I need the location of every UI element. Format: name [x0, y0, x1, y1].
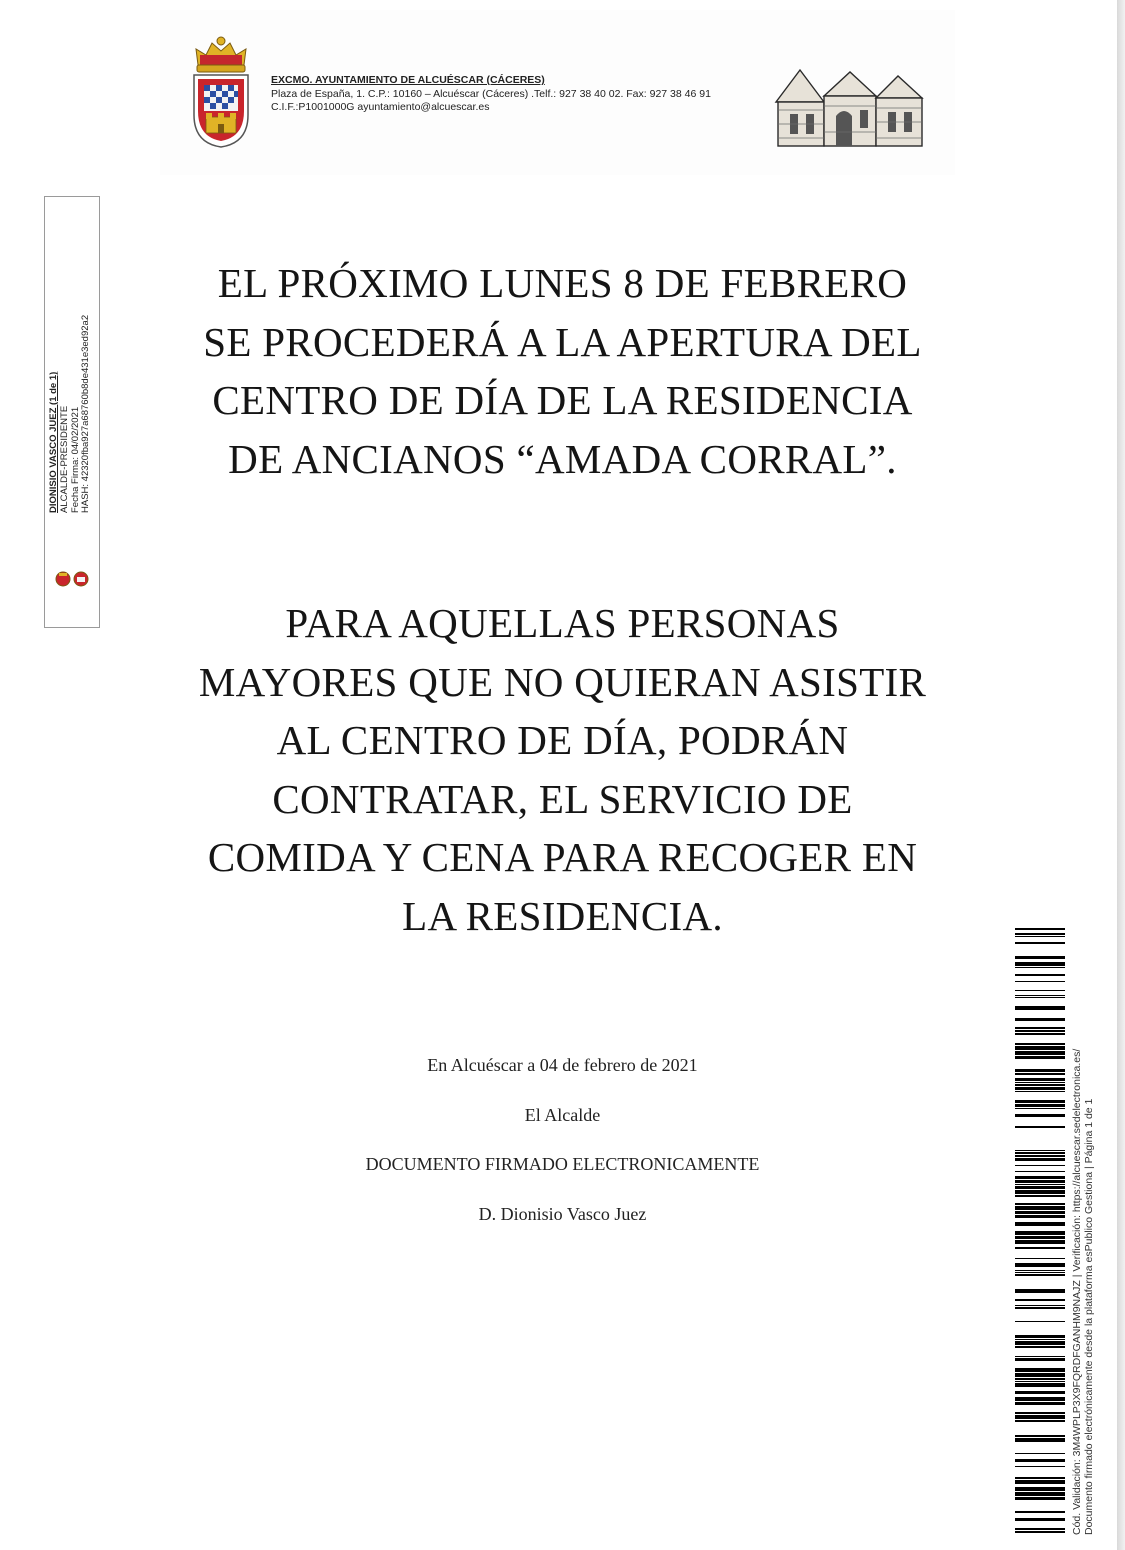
- barcode-bar: [1015, 1420, 1065, 1422]
- barcode-bar: [1015, 1195, 1065, 1197]
- notice-line: CONTRATAR, EL SERVICIO DE: [272, 775, 853, 822]
- letterhead-text: [271, 74, 771, 115]
- barcode-bar: [1015, 995, 1065, 996]
- barcode-bar: [1015, 1073, 1065, 1075]
- notice-line: CENTRO DE DÍA DE LA RESIDENCIA: [212, 377, 913, 424]
- barcode-bar: [1015, 1438, 1065, 1442]
- barcode-bar: [1015, 1091, 1065, 1092]
- barcode-bar: [1015, 1206, 1065, 1210]
- barcode-bar: [1015, 1263, 1065, 1267]
- barcode-bar: [1015, 1043, 1065, 1045]
- barcode-bar: [1015, 997, 1065, 998]
- barcode-bar: [1015, 1466, 1065, 1467]
- barcode-bar: [1015, 1126, 1065, 1128]
- barcode-bar: [1015, 1274, 1065, 1276]
- barcode-bar: [1015, 942, 1065, 944]
- barcode-bar: [1015, 1415, 1065, 1419]
- barcode-bar: [1015, 1272, 1065, 1273]
- barcode-bar: [1015, 1165, 1065, 1166]
- barcode-bar: [1015, 1358, 1065, 1361]
- barcode-bar: [1015, 1018, 1065, 1021]
- barcode-bar: [1015, 1289, 1065, 1293]
- validation-barcode: [1015, 928, 1065, 1533]
- notice-line: SE PROCEDERÁ A LA APERTURA DEL: [203, 318, 922, 365]
- barcode-bar: [1015, 1027, 1065, 1029]
- barcode-bar: [1015, 928, 1065, 930]
- barcode-bar: [1015, 1082, 1065, 1083]
- notice-line: AL CENTRO DE DÍA, PODRÁN: [276, 717, 849, 764]
- barcode-bar: [1015, 1190, 1065, 1194]
- barcode-bar: [1015, 1033, 1065, 1035]
- barcode-bar: [1015, 1335, 1065, 1338]
- barcode-bar: [1015, 1368, 1065, 1372]
- barcode-bar: [1015, 1487, 1065, 1491]
- barcode-bar: [1015, 1346, 1065, 1348]
- barcode-bar: [1015, 1378, 1065, 1380]
- barcode-bar: [1015, 1435, 1065, 1437]
- barcode-bar: [1015, 1152, 1065, 1154]
- barcode-bar: [1015, 1051, 1065, 1055]
- notice-line: EL PRÓXIMO LUNES 8 DE FEBRERO: [217, 260, 908, 306]
- barcode-bar: [1015, 1211, 1065, 1214]
- notice-paragraph-2: [160, 594, 965, 946]
- stamp-crest-icon: [53, 569, 91, 589]
- barcode-bar: [1015, 1480, 1065, 1484]
- signature-hash: HASH: 42320fba927a68760b8de431e3ed92a2: [80, 314, 92, 513]
- barcode-bar: [1015, 1459, 1065, 1462]
- signer-role: ALCALDE-PRESIDENTE: [58, 405, 70, 513]
- verification-platform: Documento firmado electrónicamente desde la plataforma esPublico Gestiona | Página 1 de 1: [1083, 1098, 1095, 1535]
- barcode-bar: [1015, 1247, 1065, 1249]
- signed-note: DOCUMENTO FIRMADO ELECTRONICAMENTE: [365, 1154, 760, 1174]
- barcode-bar: [1015, 1321, 1065, 1322]
- signature-stamp: [44, 196, 100, 628]
- notice-line: MAYORES QUE NO QUIERAN ASISTIR: [198, 658, 927, 705]
- barcode-bar: [1015, 1158, 1065, 1161]
- barcode-bar: [1015, 1176, 1065, 1179]
- barcode-bar: [1015, 1236, 1065, 1239]
- barcode-bar: [1015, 1084, 1065, 1086]
- barcode-bar: [1015, 1046, 1065, 1050]
- barcode-bar: [1015, 1497, 1065, 1500]
- barcode-bar: [1015, 1307, 1065, 1309]
- barcode-bar: [1015, 1184, 1065, 1185]
- barcode-bar: [1015, 1150, 1065, 1151]
- barcode-bar: [1015, 1518, 1065, 1521]
- barcode-bar: [1015, 1528, 1065, 1530]
- notice-paragraph-1: [160, 254, 965, 488]
- barcode-bar: [1015, 1381, 1065, 1382]
- barcode-bar: [1015, 962, 1065, 966]
- barcode-bar: [1015, 1373, 1065, 1377]
- barcode-bar: [1015, 1412, 1065, 1414]
- notice-line: LA RESIDENCIA.: [402, 892, 723, 939]
- signer-name: DIONISIO VASCO JUEZ (1 de 1): [48, 371, 59, 513]
- cif-line: C.I.F.:P1001000G ayuntamiento@alcuescar.es: [271, 101, 490, 113]
- verification-code: Cód. Validación: 3M4WPLP3X9FQRDFGANHM9NAJZ | Verificación: https://alcuescar.sedelectronica.es/: [1071, 1048, 1083, 1535]
- barcode-bar: [1015, 1056, 1065, 1059]
- barcode-bar: [1015, 1356, 1065, 1357]
- coat-of-arms-icon: [188, 35, 254, 150]
- stone-church-icon: [772, 62, 928, 148]
- barcode-bar: [1015, 936, 1065, 937]
- barcode-bar: [1015, 1270, 1065, 1271]
- barcode-bar: [1015, 1391, 1065, 1394]
- page-edge: [1117, 0, 1125, 1550]
- notice-line: PARA AQUELLAS PERSONAS: [285, 600, 840, 646]
- barcode-bar: [1015, 933, 1065, 935]
- address-line: Plaza de España, 1. C.P.: 10160 – Alcuéscar (Cáceres) .Telf.: 927 38 40 02. Fax: 927 38 46 91: [271, 87, 711, 100]
- barcode-bar: [1015, 1222, 1065, 1226]
- barcode-bar: [1015, 1231, 1065, 1235]
- barcode-bar: [1015, 1006, 1065, 1010]
- barcode-bar: [1015, 1492, 1065, 1496]
- barcode-bar: [1015, 1203, 1065, 1205]
- barcode-bar: [1015, 1114, 1065, 1117]
- barcode-bar: [1015, 981, 1065, 982]
- barcode-bar: [1015, 1030, 1065, 1032]
- barcode-bar: [1015, 1069, 1065, 1072]
- barcode-bar: [1015, 1305, 1065, 1306]
- barcode-bar: [1015, 1078, 1065, 1081]
- barcode-bar: [1015, 1511, 1065, 1513]
- barcode-bar: [1015, 1180, 1065, 1183]
- barcode-bar: [1015, 990, 1065, 991]
- signer-full-name: D. Dionisio Vasco Juez: [478, 1204, 647, 1224]
- barcode-bar: [1015, 1341, 1065, 1345]
- place-date: En Alcuéscar a 04 de febrero de 2021: [427, 1055, 698, 1075]
- barcode-bar: [1015, 1087, 1065, 1090]
- barcode-bar: [1015, 1155, 1065, 1157]
- signer-title: El Alcalde: [524, 1105, 601, 1125]
- barcode-bar: [1015, 974, 1065, 976]
- barcode-bar: [1015, 956, 1065, 959]
- barcode-bar: [1015, 1215, 1065, 1218]
- barcode-bar: [1015, 1397, 1065, 1401]
- barcode-bar: [1015, 1531, 1065, 1533]
- barcode-bar: [1015, 1453, 1065, 1454]
- barcode-bar: [1015, 1240, 1065, 1244]
- verification-text: [1071, 975, 1095, 1535]
- barcode-bar: [1015, 1108, 1065, 1109]
- barcode-bar: [1015, 967, 1065, 968]
- notice-line: DE ANCIANOS “AMADA CORRAL”.: [228, 435, 897, 482]
- barcode-bar: [1015, 1339, 1065, 1340]
- organization-name: EXCMO. AYUNTAMIENTO DE ALCUÉSCAR (CÁCERES): [271, 74, 545, 86]
- barcode-bar: [1015, 1186, 1065, 1189]
- barcode-bar: [1015, 1171, 1065, 1172]
- barcode-bar: [1015, 1402, 1065, 1405]
- barcode-bar: [1015, 1383, 1065, 1387]
- barcode-bar: [1015, 1299, 1065, 1301]
- barcode-bar: [1015, 1258, 1065, 1259]
- signature-date: Fecha Firma: 04/02/2021: [69, 406, 81, 513]
- barcode-bar: [1015, 1100, 1065, 1103]
- notice-line: COMIDA Y CENA PARA RECOGER EN: [207, 834, 918, 881]
- signature-text: [49, 213, 92, 513]
- barcode-bar: [1015, 1477, 1065, 1479]
- barcode-bar: [1015, 1104, 1065, 1107]
